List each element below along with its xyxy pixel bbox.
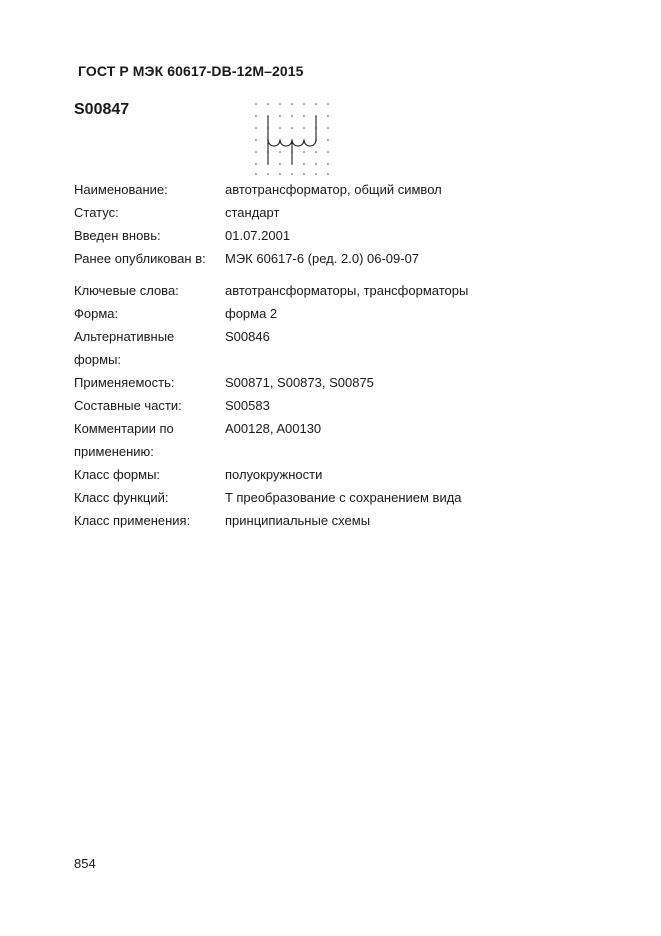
property-row [74,348,614,371]
property-value: S00871, S00873, S00875 [225,375,374,390]
property-label: Класс формы: [74,467,161,482]
property-value: автотрансформаторы, трансформаторы [225,283,469,298]
property-label: применению: [74,444,154,459]
property-label: Форма: [74,306,119,321]
property-label: Ключевые слова: [74,283,179,298]
property-row [74,178,614,201]
property-row [74,279,614,302]
document-header: ГОСТ Р МЭК 60617-DB-12M–2015 [78,63,304,79]
section-gap [74,270,614,279]
property-row [74,394,614,417]
property-value: 01.07.2001 [225,228,291,243]
property-value: S00583 [225,398,270,413]
property-label: формы: [74,352,122,367]
property-row [74,371,614,394]
property-row [74,417,614,440]
property-label: Статус: [74,205,119,220]
property-value: S00846 [225,329,270,344]
property-value: автотрансформатор, общий символ [225,182,442,197]
property-value: T преобразование с сохранением вида [225,490,462,505]
property-label: Класс применения: [74,513,191,528]
property-row [74,463,614,486]
property-row [74,201,614,224]
grid-dots [255,103,329,175]
property-row [74,302,614,325]
property-value: форма 2 [225,306,278,321]
property-label: Класс функций: [74,490,169,505]
symbol-code: S00847 [74,101,130,118]
page-number: 854 [74,856,96,871]
property-label: Составные части: [74,398,182,413]
winding [268,116,316,164]
property-value: A00128, A00130 [225,421,322,436]
property-label: Комментарии по [74,421,174,436]
property-value: МЭК 60617-6 (ред. 2.0) 06-09-07 [225,251,420,266]
property-value [225,440,614,463]
property-row [74,224,614,247]
property-row [74,509,614,532]
property-value: принципиальные схемы [225,513,371,528]
property-label: Введен вновь: [74,228,161,243]
property-value [225,348,614,371]
property-row [74,486,614,509]
autotransformer-symbol [252,100,334,178]
property-label: Наименование: [74,182,168,197]
property-row [74,247,614,270]
property-label: Применяемость: [74,375,175,390]
properties-table [74,178,614,532]
property-row [74,440,614,463]
property-value: полуокружности [225,467,323,482]
property-value: стандарт [225,205,280,220]
property-label: Ранее опубликован в: [74,251,206,266]
property-label: Альтернативные [74,329,175,344]
property-row [74,325,614,348]
